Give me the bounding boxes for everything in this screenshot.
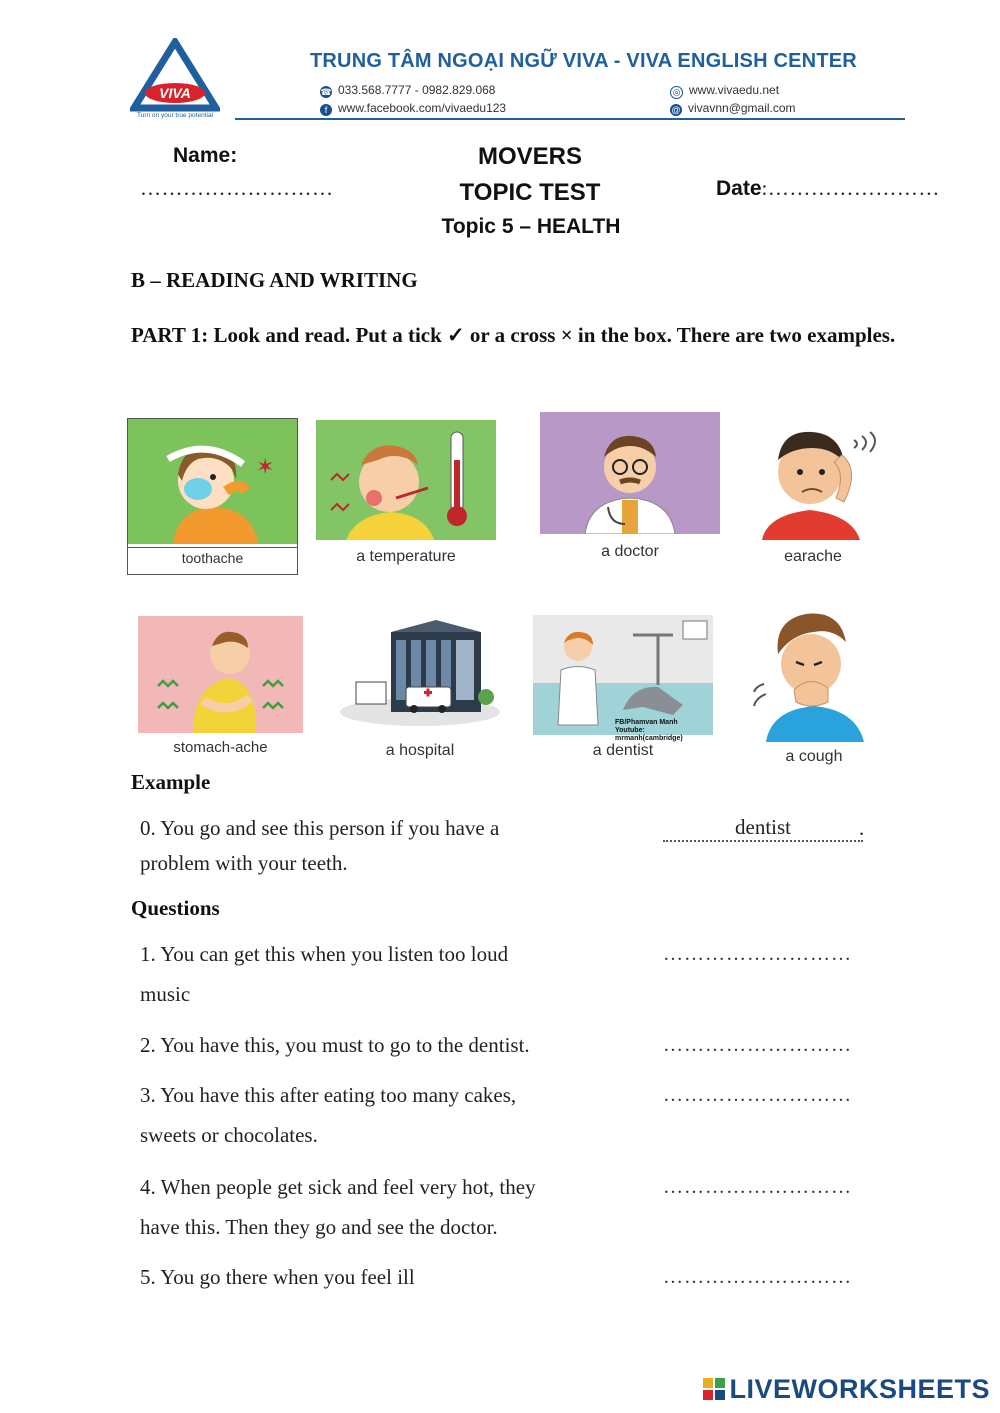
- question-2: 2. You have this, you must to go to the dentist.: [140, 1033, 530, 1057]
- doctor-picture: [540, 412, 720, 534]
- answer-field-2[interactable]: ………………………: [663, 1034, 852, 1056]
- cough-picture: [736, 602, 892, 742]
- answer-field-1[interactable]: ………………………: [663, 943, 852, 965]
- picture-label: a hospital: [385, 742, 455, 759]
- title-topic-test: TOPIC TEST: [459, 179, 601, 206]
- globe-icon: ◎: [670, 86, 683, 99]
- date-label: Date: [716, 177, 762, 200]
- viva-logo: [130, 38, 220, 120]
- website-link[interactable]: ◎ www.vivaedu.net: [670, 83, 779, 99]
- questions-heading: Questions: [131, 896, 220, 920]
- picture-label: a doctor: [601, 543, 659, 560]
- picture-card-cough: [736, 602, 892, 772]
- example-heading: Example: [131, 770, 211, 794]
- part1-instruction: PART 1: Look and read. Put a tick ✓ or a cross × in the box. There are two examples.: [131, 323, 896, 347]
- dentist-illustration: [533, 615, 713, 735]
- picture-label: a dentist: [592, 742, 654, 759]
- title-topic: Topic 5 – HEALTH: [441, 215, 621, 238]
- answer-field-5[interactable]: ………………………: [663, 1266, 852, 1288]
- phone: ☎ 033.568.7777 - 0982.829.068: [320, 83, 496, 97]
- section-title: B – READING AND WRITING: [131, 268, 418, 292]
- earache-picture: [732, 410, 894, 540]
- title-movers: MOVERS: [477, 143, 582, 170]
- dentist-picture: [533, 615, 713, 742]
- example-text: 0. You go and see this person if you have a problem with your teeth.: [140, 816, 500, 875]
- hospital-illustration: [336, 612, 504, 732]
- picture-card-hospital: [336, 612, 504, 764]
- date-field[interactable]: Date:……………………: [716, 176, 940, 200]
- stomach-ache-picture: [138, 616, 303, 733]
- temperature-illustration: [316, 420, 496, 540]
- picture-card-doctor: [540, 412, 720, 567]
- toothache-illustration: [128, 419, 297, 544]
- image-credit: FB/Phamvan Manh Youtube: mrmanh(cambridge): [615, 719, 683, 742]
- picture-label: earache: [784, 548, 842, 565]
- email-link[interactable]: @ vivavnn@gmail.com: [671, 101, 796, 115]
- cough-illustration: [736, 602, 892, 742]
- toothache-picture: [128, 419, 297, 544]
- picture-card-stomach-ache: [133, 616, 308, 762]
- hospital-picture: [336, 612, 504, 732]
- picture-card-toothache: [127, 418, 298, 575]
- earache-illustration: [732, 410, 894, 540]
- example-answer-end: .: [859, 816, 865, 840]
- picture-card-earache: [732, 410, 894, 570]
- picture-label: stomach-ache: [173, 739, 268, 756]
- question-5: 5. You go there when you feel ill: [140, 1265, 415, 1289]
- facebook-link[interactable]: f www.facebook.com/vivaedu123: [320, 101, 506, 116]
- facebook-icon: f: [320, 104, 332, 116]
- answer-field-4[interactable]: ………………………: [663, 1176, 852, 1198]
- temperature-picture: [316, 420, 496, 540]
- question-1: 1. You can get this when you listen too loud music: [140, 942, 509, 1006]
- stomach-ache-illustration: [138, 616, 303, 733]
- email-icon: @: [671, 105, 681, 115]
- name-field[interactable]: ………………………: [140, 176, 334, 200]
- picture-label: toothache: [128, 547, 297, 566]
- picture-label: a cough: [785, 748, 843, 765]
- question-3: 3. You have this after eating too many cakes, sweets or chocolates.: [140, 1083, 517, 1147]
- doctor-illustration: [540, 412, 720, 534]
- example-answer: dentist: [663, 815, 863, 842]
- svg-text:✶: ✶: [256, 454, 275, 479]
- svg-text:Turn on your true potential: Turn on your true potential: [137, 112, 213, 119]
- picture-card-temperature: [316, 420, 496, 572]
- question-4: 4. When people get sick and feel very hot, they have this. Then they go and see the doctor.: [140, 1175, 536, 1239]
- liveworksheets-logo-icon: [703, 1378, 725, 1400]
- phone-icon: ☎: [320, 87, 332, 97]
- center-name: TRUNG TÂM NGOẠI NGỮ VIVA - VIVA ENGLISH CENTER: [310, 50, 857, 72]
- answer-field-3[interactable]: ………………………: [663, 1084, 852, 1106]
- svg-text:VIVA: VIVA: [159, 85, 191, 101]
- liveworksheets-watermark: LIVEWORKSHEETS: [703, 1374, 990, 1405]
- name-label: Name:: [173, 144, 238, 167]
- picture-card-dentist: [533, 615, 713, 763]
- header-divider: [235, 118, 905, 120]
- picture-label: a temperature: [356, 548, 456, 565]
